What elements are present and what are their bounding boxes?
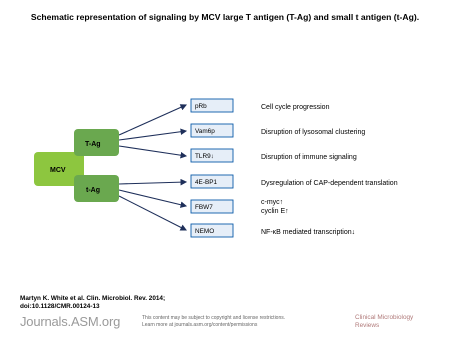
target-effect: c-myc↑ <box>261 199 284 206</box>
target-effect: Dysregulation of CAP-dependent translation <box>261 180 398 187</box>
target-effect: NF-κB mediated transcription↓ <box>261 229 356 236</box>
target-pRb <box>191 99 330 112</box>
citation <box>20 295 165 311</box>
arrow-tag-4ebp1 <box>119 182 186 184</box>
copyright-notice-line: This content may be subject to copyright and license restrictions. <box>142 315 286 321</box>
arrow-tag-fbw7 <box>119 190 186 206</box>
target-tlr9 <box>191 149 357 162</box>
arrow-tag-nemo <box>119 196 186 230</box>
target-label: NEMO <box>195 228 215 235</box>
target-4e-bp1 <box>191 175 398 188</box>
target-fbw7 <box>191 199 289 215</box>
t-ag-small-label: t-Ag <box>86 187 100 194</box>
t-ag-large-label: T-Ag <box>85 141 101 148</box>
citation-doi: doi:10.1128/CMR.00124-13 <box>20 303 100 310</box>
journals-asm-logo[interactable]: Journals.ASM.org <box>20 314 121 329</box>
page-title: Schematic representation of signaling by MCV large T antigen (T-Ag) and small t antigen (t-Ag). <box>30 12 420 22</box>
target-vam6p <box>191 124 365 137</box>
permissions-link[interactable]: Learn more at journals.asm.org/content/permissions <box>142 321 258 328</box>
target-effect: Disruption of lysosomal clustering <box>261 129 366 136</box>
arrow-tag-tlr9 <box>119 146 186 156</box>
target-label: pRb <box>195 103 207 110</box>
target-label: Vam6p <box>195 128 215 135</box>
mcv-label: MCV <box>50 167 66 174</box>
target-effect-2: cyclin E↑ <box>261 208 289 215</box>
journal-name-line2: Reviews <box>355 322 380 329</box>
journal-name <box>355 314 413 330</box>
arrow-tag-prb <box>119 105 186 135</box>
target-nemo <box>191 224 355 237</box>
copyright-notice <box>142 315 285 328</box>
target-label: TLR9↓ <box>195 153 214 160</box>
target-label: FBW7 <box>195 204 213 211</box>
arrow-tag-vam6p <box>119 131 186 140</box>
target-effect: Cell cycle progression <box>261 104 330 111</box>
arrows <box>119 105 186 230</box>
target-label: 4E-BP1 <box>195 179 218 186</box>
citation-authors: Martyn K. White et al. Clin. Microbiol. Rev. 2014; <box>20 295 166 302</box>
target-effect: Disruption of immune signaling <box>261 154 357 161</box>
journal-name-line1: Clinical Microbiology <box>355 314 414 321</box>
